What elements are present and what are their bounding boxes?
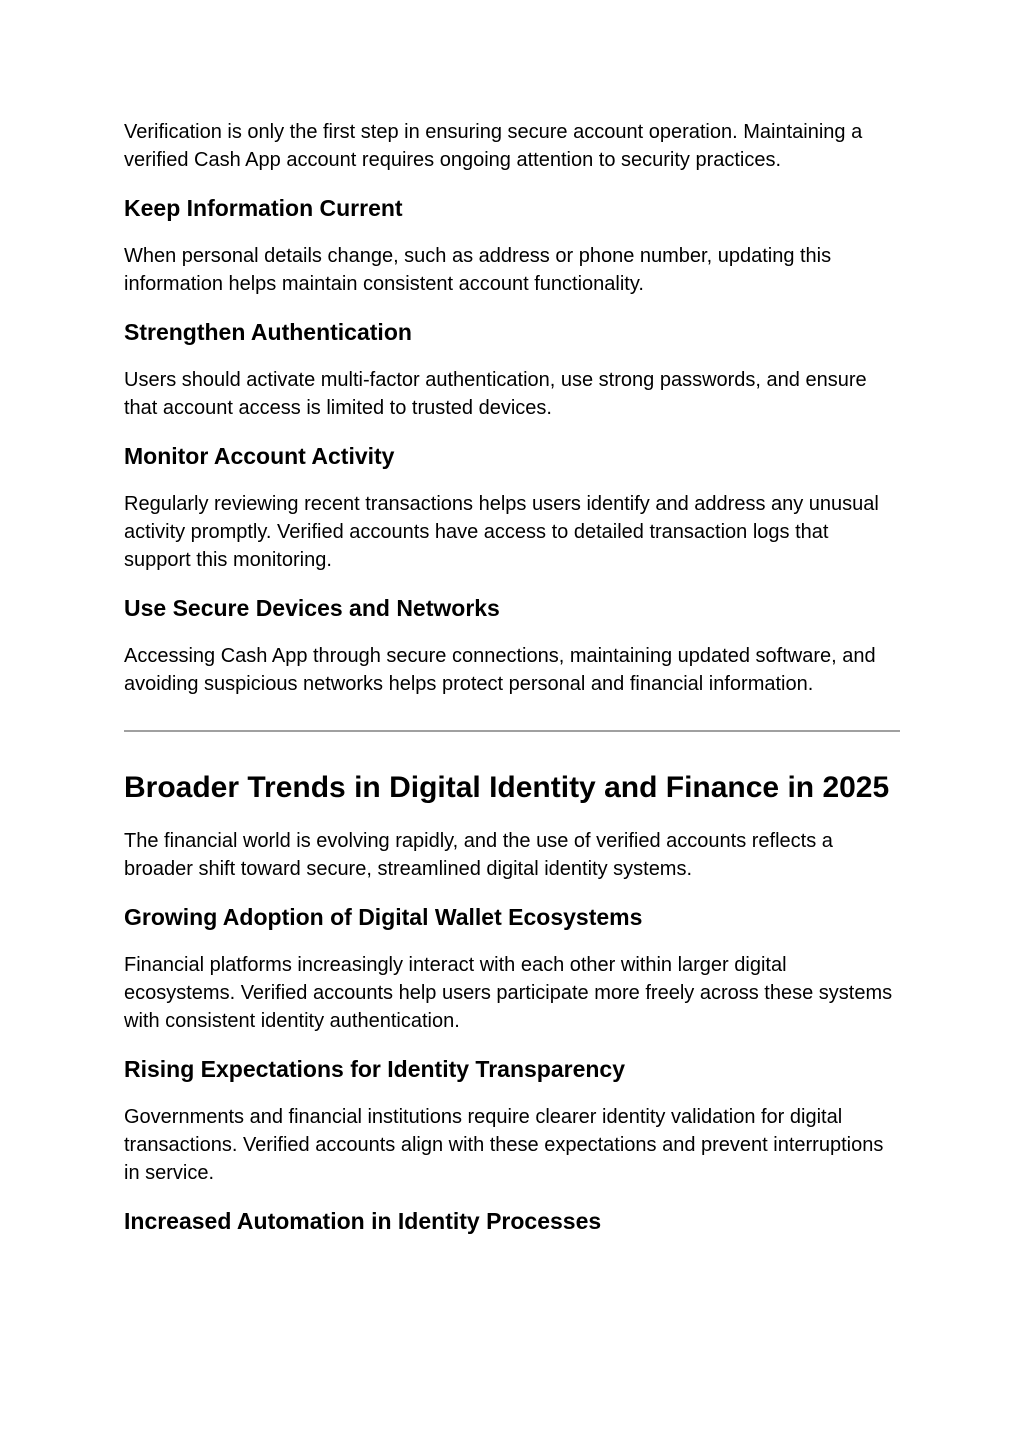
paragraph-identity-transparency: Governments and financial institutions require clearer identity validation for digital transactions. Verified accounts align with these expectations and prevent interruptions in service. [124, 1106, 884, 1184]
paragraph-digital-wallet-ecosystems: Financial platforms increasingly interact with each other within larger digital ecosystems. Verified accounts help users participate more freely across these systems with consistent identity authentication. [124, 954, 893, 1032]
section-heading-strengthen-authentication: Strengthen Authentication [124, 319, 412, 345]
paragraph-strengthen-authentication: Users should activate multi-factor authentication, use strong passwords, and ensure that account access is limited to trusted devices. [124, 369, 867, 419]
paragraph-monitor-account-activity: Regularly reviewing recent transactions helps users identify and address any unusual activity promptly. Verified accounts have access to detailed transaction logs that support this monitoring. [124, 493, 879, 571]
paragraph-broader-trends-intro: The financial world is evolving rapidly, and the use of verified accounts reflects a broader shift toward secure, streamlined digital identity systems. [124, 830, 833, 880]
article-title-broader-trends: Broader Trends in Digital Identity and Finance in 2025 [124, 771, 890, 804]
section-heading-increased-automation: Increased Automation in Identity Processes [124, 1208, 602, 1234]
paragraph-use-secure-devices: Accessing Cash App through secure connections, maintaining updated software, and avoiding suspicious networks helps protect personal and financial information. [124, 645, 876, 695]
paragraph-verification-intro: Verification is only the first step in ensuring secure account operation. Maintaining a verified Cash App account requires ongoing attention to security practices. [124, 121, 863, 171]
section-heading-digital-wallet-ecosystems: Growing Adoption of Digital Wallet Ecosystems [124, 904, 643, 930]
section-heading-keep-information-current: Keep Information Current [124, 195, 403, 221]
section-heading-monitor-account-activity: Monitor Account Activity [124, 443, 395, 469]
section-heading-identity-transparency: Rising Expectations for Identity Transparency [124, 1056, 626, 1082]
paragraph-keep-information-current: When personal details change, such as address or phone number, updating this information helps maintain consistent account functionality. [124, 245, 832, 295]
section-divider [124, 730, 900, 732]
section-heading-use-secure-devices: Use Secure Devices and Networks [124, 595, 500, 621]
